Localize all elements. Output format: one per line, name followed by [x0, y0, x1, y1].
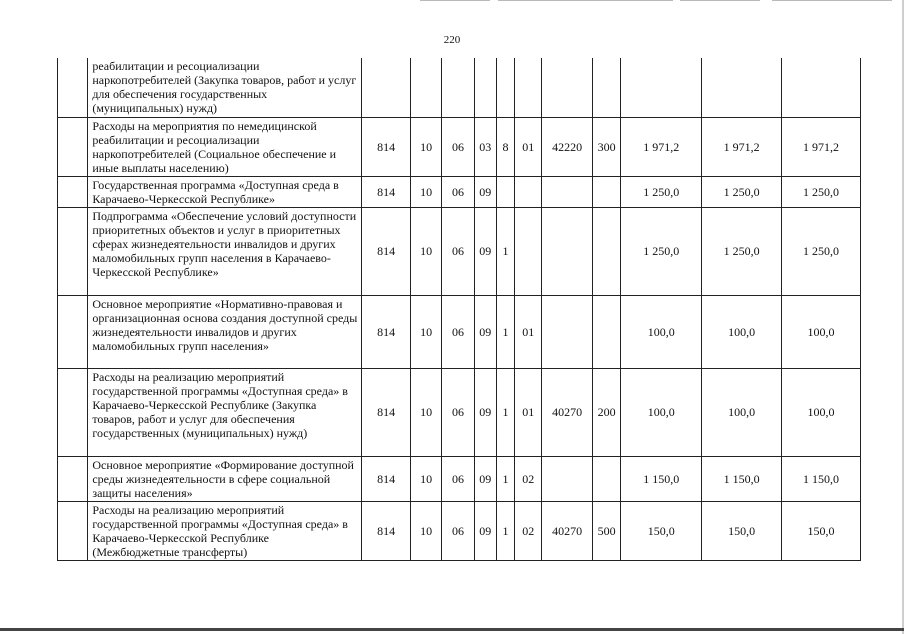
main-event-code — [515, 176, 542, 207]
section-code: 10 — [410, 456, 441, 501]
program-code: 09 — [474, 176, 496, 207]
table-row — [58, 58, 861, 117]
section-code: 10 — [410, 207, 441, 295]
table-body — [58, 58, 861, 560]
section-code: 10 — [410, 368, 441, 456]
main-event-code: 02 — [515, 501, 542, 560]
subprogram-code — [496, 58, 514, 117]
section-code: 10 — [410, 176, 441, 207]
scan-edge-line — [680, 0, 760, 1]
subprogram-code: 8 — [496, 117, 514, 176]
expense-direction-code: 40270 — [542, 368, 593, 456]
main-event-code — [515, 58, 542, 117]
item-name: Расходы на реализацию мероприятий государственной программы «Доступная среда» в Карачаево-Черкесской Республике (Закупка товаров, работ и услуг для обеспечения государственных (муниципальных) нужд) — [88, 368, 362, 456]
index-cell — [58, 368, 88, 456]
program-code: 09 — [474, 207, 496, 295]
amount-year-1: 1 250,0 — [621, 176, 702, 207]
subsection-code — [442, 58, 474, 117]
subsection-code: 06 — [442, 176, 474, 207]
table-row — [58, 117, 861, 176]
table-row — [58, 176, 861, 207]
subprogram-code: 1 — [496, 207, 514, 295]
amount-year-1: 1 250,0 — [621, 207, 702, 295]
main-event-code: 01 — [515, 117, 542, 176]
ministry-code: 814 — [362, 207, 411, 295]
ministry-code: 814 — [362, 117, 411, 176]
index-cell — [58, 176, 88, 207]
main-event-code: 02 — [515, 456, 542, 501]
item-name: Расходы на реализацию мероприятий государственной программы «Доступная среда» в Карачаево-Черкесской Республике (Межбюджетные трансферты) — [88, 501, 362, 560]
section-code: 10 — [410, 295, 441, 368]
item-name: реабилитации и ресоциализации наркопотребителей (Закупка товаров, работ и услуг для обеспечения государственных (муниципальных) нужд) — [88, 58, 362, 117]
subsection-code: 06 — [442, 368, 474, 456]
program-code: 09 — [474, 456, 496, 501]
table-row — [58, 207, 861, 295]
expense-direction-code: 40270 — [542, 501, 593, 560]
section-code — [410, 58, 441, 117]
amount-year-3: 1 250,0 — [782, 176, 861, 207]
amount-year-2: 100,0 — [702, 368, 782, 456]
table-row — [58, 295, 861, 368]
amount-year-1: 1 150,0 — [621, 456, 702, 501]
subprogram-code: 1 — [496, 501, 514, 560]
expense-direction-code — [542, 295, 593, 368]
expense-type-code — [592, 295, 620, 368]
expense-direction-code: 42220 — [542, 117, 593, 176]
section-code: 10 — [410, 501, 441, 560]
program-code — [474, 58, 496, 117]
amount-year-2 — [702, 58, 782, 117]
expense-type-code — [592, 207, 620, 295]
subprogram-code: 1 — [496, 295, 514, 368]
subprogram-code: 1 — [496, 368, 514, 456]
subsection-code: 06 — [442, 295, 474, 368]
subprogram-code: 1 — [496, 456, 514, 501]
amount-year-3: 100,0 — [782, 295, 861, 368]
expense-type-code: 500 — [592, 501, 620, 560]
index-cell — [58, 117, 88, 176]
section-code: 10 — [410, 117, 441, 176]
amount-year-1: 150,0 — [621, 501, 702, 560]
item-name: Подпрограмма «Обеспечение условий доступности приоритетных объектов и услуг в приоритетных сферах жизнедеятельности инвалидов и других маломобильных групп населения в Карачаево-Черкесской Республике» — [88, 207, 362, 295]
ministry-code: 814 — [362, 295, 411, 368]
amount-year-3: 100,0 — [782, 368, 861, 456]
program-code: 09 — [474, 295, 496, 368]
table-row — [58, 456, 861, 501]
scan-edge-line — [498, 0, 673, 1]
amount-year-2: 1 971,2 — [702, 117, 782, 176]
expense-direction-code — [542, 176, 593, 207]
amount-year-3: 1 150,0 — [782, 456, 861, 501]
amount-year-2: 150,0 — [702, 501, 782, 560]
amount-year-1: 1 971,2 — [621, 117, 702, 176]
program-code: 03 — [474, 117, 496, 176]
expense-direction-code — [542, 456, 593, 501]
scan-bottom-rule — [0, 628, 904, 631]
expense-direction-code — [542, 207, 593, 295]
item-name: Расходы на мероприятия по немедицинской реабилитации и ресоциализации наркопотребителей (Социальное обеспечение и иные выплаты населению) — [88, 117, 362, 176]
expense-type-code: 200 — [592, 368, 620, 456]
ministry-code — [362, 58, 411, 117]
program-code: 09 — [474, 501, 496, 560]
amount-year-1: 100,0 — [621, 295, 702, 368]
ministry-code: 814 — [362, 368, 411, 456]
expense-type-code: 300 — [592, 117, 620, 176]
expense-type-code — [592, 58, 620, 117]
expense-direction-code — [542, 58, 593, 117]
index-cell — [58, 295, 88, 368]
amount-year-2: 1 250,0 — [702, 207, 782, 295]
amount-year-3 — [782, 58, 861, 117]
index-cell — [58, 456, 88, 501]
expense-type-code — [592, 176, 620, 207]
amount-year-3: 150,0 — [782, 501, 861, 560]
ministry-code: 814 — [362, 456, 411, 501]
subsection-code: 06 — [442, 207, 474, 295]
scan-edge-line — [420, 0, 490, 1]
subprogram-code — [496, 176, 514, 207]
index-cell — [58, 501, 88, 560]
table-row — [58, 368, 861, 456]
amount-year-1: 100,0 — [621, 368, 702, 456]
amount-year-3: 1 971,2 — [782, 117, 861, 176]
item-name: Основное мероприятие «Нормативно-правовая и организационная основа создания доступной среды жизнедеятельности инвалидов и других маломобильных групп населения» — [88, 295, 362, 368]
page-number: 220 — [443, 34, 461, 46]
index-cell — [58, 207, 88, 295]
ministry-code: 814 — [362, 501, 411, 560]
main-event-code: 01 — [515, 295, 542, 368]
table-row — [58, 501, 861, 560]
subsection-code: 06 — [442, 117, 474, 176]
amount-year-1 — [621, 58, 702, 117]
scan-edge-line — [772, 0, 892, 1]
amount-year-2: 1 150,0 — [702, 456, 782, 501]
budget-table — [57, 58, 861, 561]
amount-year-2: 100,0 — [702, 295, 782, 368]
program-code: 09 — [474, 368, 496, 456]
amount-year-3: 1 250,0 — [782, 207, 861, 295]
item-name: Основное мероприятие «Формирование доступной среды жизнедеятельности в сфере социальной защиты населения» — [88, 456, 362, 501]
subsection-code: 06 — [442, 501, 474, 560]
amount-year-2: 1 250,0 — [702, 176, 782, 207]
item-name: Государственная программа «Доступная среда в Карачаево-Черкесской Республике» — [88, 176, 362, 207]
main-event-code — [515, 207, 542, 295]
expense-type-code — [592, 456, 620, 501]
index-cell — [58, 58, 88, 117]
subsection-code: 06 — [442, 456, 474, 501]
main-event-code: 01 — [515, 368, 542, 456]
ministry-code: 814 — [362, 176, 411, 207]
